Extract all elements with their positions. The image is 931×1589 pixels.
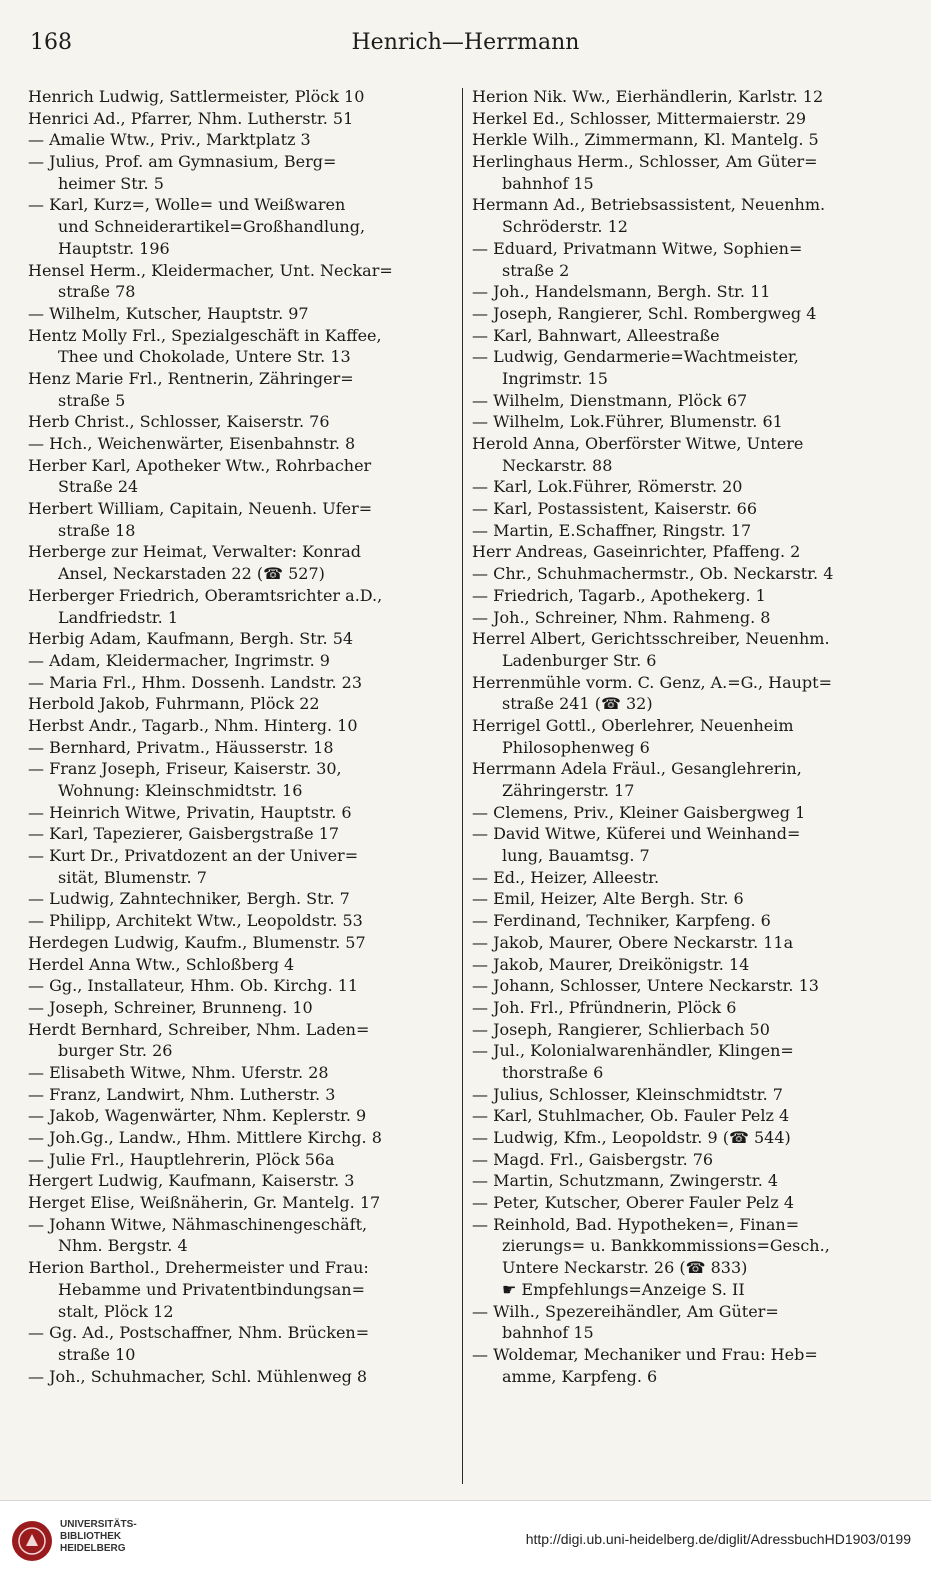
directory-entry-line: Herbold Jakob, Fuhrmann, Plöck 22 bbox=[28, 694, 320, 714]
directory-entry-line: Herrenmühle vorm. C. Genz, A.=G., Haupt= bbox=[472, 672, 832, 692]
directory-entry-line: Straße 24 bbox=[58, 477, 139, 497]
directory-entry-line: Ladenburger Str. 6 bbox=[502, 650, 657, 670]
directory-entry-line: Hergert Ludwig, Kaufmann, Kaiserstr. 3 bbox=[28, 1171, 355, 1191]
logo-line: UNIVERSITÄTS- bbox=[60, 1519, 137, 1530]
directory-entry-line: — Joh., Schuhmacher, Schl. Mühlenweg 8 bbox=[28, 1366, 368, 1386]
directory-entry-line: lung, Bauamtsg. 7 bbox=[502, 846, 650, 866]
directory-entry-line: und Schneiderartikel=Großhandlung, bbox=[58, 217, 366, 237]
directory-entry-line: Herdt Bernhard, Schreiber, Nhm. Laden= bbox=[28, 1019, 370, 1039]
directory-entry-line: Untere Neckarstr. 26 (☎ 833) bbox=[502, 1258, 748, 1278]
directory-entry-line: Herkel Ed., Schlosser, Mittermaierstr. 29 bbox=[472, 108, 807, 128]
directory-entry-line: — Jul., Kolonialwarenhändler, Klingen= bbox=[472, 1041, 794, 1061]
directory-entry-line: — Johann Witwe, Nähmaschinengeschäft, bbox=[28, 1214, 368, 1234]
directory-entry-line: Herrel Albert, Gerichtsschreiber, Neuenhm. bbox=[472, 629, 830, 649]
library-logo-text bbox=[60, 1519, 137, 1555]
directory-entry-line: Herion Barthol., Drehermeister und Frau: bbox=[28, 1258, 369, 1278]
directory-entry-line: Herold Anna, Oberförster Witwe, Untere bbox=[472, 434, 804, 453]
directory-entry-line: — Adam, Kleidermacher, Ingrimstr. 9 bbox=[28, 650, 330, 670]
directory-entry-line: — Friedrich, Tagarb., Apothekerg. 1 bbox=[472, 585, 766, 605]
directory-entry-line: amme, Karpfeng. 6 bbox=[502, 1366, 658, 1386]
directory-entry-line: — Gg. Ad., Postschaffner, Nhm. Brücken= bbox=[28, 1323, 370, 1343]
directory-entry-line: — Julius, Prof. am Gymnasium, Berg= bbox=[28, 152, 337, 172]
directory-entry-line: — Chr., Schuhmachermstr., Ob. Neckarstr. 4 bbox=[472, 564, 834, 584]
directory-entry-line: — Jakob, Wagenwärter, Nhm. Keplerstr. 9 bbox=[28, 1106, 367, 1126]
directory-entry-line: — Karl, Stuhlmacher, Ob. Fauler Pelz 4 bbox=[472, 1106, 790, 1126]
directory-entry-line: Herr Andreas, Gaseinrichter, Pfaffeng. 2 bbox=[472, 542, 801, 562]
directory-entry-line: Hentz Molly Frl., Spezialgeschäft in Kaffee, bbox=[28, 325, 382, 345]
directory-entry-line: — Joseph, Rangierer, Schl. Rombergweg 4 bbox=[472, 303, 817, 323]
directory-entry-line: — Ferdinand, Techniker, Karpfeng. 6 bbox=[472, 911, 771, 931]
directory-entry-line: Henrich Ludwig, Sattlermeister, Plöck 10 bbox=[28, 87, 365, 106]
directory-entry-line: — Ludwig, Gendarmerie=Wachtmeister, bbox=[472, 347, 799, 367]
directory-entry-line: Henrici Ad., Pfarrer, Nhm. Lutherstr. 51 bbox=[28, 108, 354, 128]
directory-entry-line: Herget Elise, Weißnäherin, Gr. Mantelg. 17 bbox=[28, 1193, 381, 1213]
directory-entry-line: Herdegen Ludwig, Kaufm., Blumenstr. 57 bbox=[28, 932, 366, 952]
directory-entry-line: Herion Nik. Ww., Eierhändlerin, Karlstr. 12 bbox=[472, 87, 824, 106]
directory-entry-line: — Eduard, Privatmann Witwe, Sophien= bbox=[472, 238, 803, 258]
directory-entry-line: Herb Christ., Schlosser, Kaiserstr. 76 bbox=[28, 412, 330, 432]
directory-entry-line: — Joh., Handelsmann, Bergh. Str. 11 bbox=[472, 282, 771, 302]
column-divider bbox=[462, 88, 463, 1484]
directory-entry-line: — David Witwe, Küferei und Weinhand= bbox=[472, 824, 801, 844]
directory-entry-line: Thee und Chokolade, Untere Str. 13 bbox=[58, 347, 351, 367]
directory-entry-line: — Heinrich Witwe, Privatin, Hauptstr. 6 bbox=[28, 802, 352, 822]
directory-entry-line: Herkle Wilh., Zimmermann, Kl. Mantelg. 5 bbox=[472, 130, 819, 150]
directory-entry-line: — Ed., Heizer, Alleestr. bbox=[472, 867, 660, 887]
directory-entry-line: — Philipp, Architekt Wtw., Leopoldstr. 53 bbox=[28, 911, 363, 931]
directory-entry-line: stalt, Plöck 12 bbox=[58, 1301, 174, 1321]
directory-entry-line: — Joh., Schreiner, Nhm. Rahmeng. 8 bbox=[472, 607, 771, 627]
page-number: 168 bbox=[30, 30, 72, 55]
directory-entry-line: — Woldemar, Mechaniker und Frau: Heb= bbox=[472, 1344, 818, 1364]
directory-entry-line: — Amalie Wtw., Priv., Marktplatz 3 bbox=[28, 130, 311, 150]
directory-entry-line: — Clemens, Priv., Kleiner Gaisbergweg 1 bbox=[472, 802, 806, 822]
directory-entry-line: straße 5 bbox=[58, 390, 126, 410]
directory-entry-line: — Hch., Weichenwärter, Eisenbahnstr. 8 bbox=[28, 434, 356, 453]
directory-entry-line: Herber Karl, Apotheker Wtw., Rohrbacher bbox=[28, 455, 372, 475]
directory-entry-line: Herbert William, Capitain, Neuenh. Ufer= bbox=[28, 499, 373, 519]
directory-entry-line: Herrmann Adela Fräul., Gesanglehrerin, bbox=[472, 759, 802, 779]
page-title: Henrich—Herrmann bbox=[351, 30, 580, 55]
directory-entry-line: burger Str. 26 bbox=[58, 1041, 173, 1061]
directory-entry-line: — Kurt Dr., Privatdozent an der Univer= bbox=[28, 846, 359, 866]
directory-entry-line: — Gg., Installateur, Hhm. Ob. Kirchg. 11 bbox=[28, 976, 359, 996]
directory-entry-line: — Elisabeth Witwe, Nhm. Uferstr. 28 bbox=[28, 1062, 329, 1082]
directory-entry-line: straße 241 (☎ 32) bbox=[502, 694, 653, 714]
footer-bar bbox=[0, 1500, 931, 1589]
directory-entry-line: bahnhof 15 bbox=[502, 173, 594, 193]
directory-entry-line: — Ludwig, Zahntechniker, Bergh. Str. 7 bbox=[28, 889, 350, 909]
directory-entry-line: — Ludwig, Kfm., Leopoldstr. 9 (☎ 544) bbox=[472, 1128, 791, 1147]
directory-entry-line: Hermann Ad., Betriebsassistent, Neuenhm. bbox=[472, 195, 826, 215]
directory-entry-line: — Wilh., Spezereihändler, Am Güter= bbox=[472, 1301, 779, 1321]
directory-entry-line: thorstraße 6 bbox=[502, 1062, 604, 1082]
directory-entry-line: — Karl, Kurz=, Wolle= und Weißwaren bbox=[28, 195, 346, 215]
directory-entry-line: — Wilhelm, Dienstmann, Plöck 67 bbox=[472, 390, 748, 410]
directory-entry-line: — Martin, E.Schaffner, Ringstr. 17 bbox=[472, 520, 752, 540]
directory-entry-line: Herdel Anna Wtw., Schloßberg 4 bbox=[28, 954, 295, 974]
logo-line: HEIDELBERG bbox=[60, 1543, 126, 1554]
university-seal-icon bbox=[12, 1521, 52, 1561]
directory-entry-line: — Magd. Frl., Gaisbergstr. 76 bbox=[472, 1149, 714, 1169]
directory-entry-line: straße 78 bbox=[58, 282, 136, 302]
directory-entry-line: sität, Blumenstr. 7 bbox=[58, 867, 207, 887]
directory-entry-line: — Karl, Tapezierer, Gaisbergstraße 17 bbox=[28, 824, 340, 844]
directory-entry-line: — Wilhelm, Kutscher, Hauptstr. 97 bbox=[28, 303, 309, 323]
directory-entry-line: Hensel Herm., Kleidermacher, Unt. Neckar= bbox=[28, 260, 393, 280]
directory-entry-line: — Wilhelm, Lok.Führer, Blumenstr. 61 bbox=[472, 412, 783, 432]
directory-entry-line: heimer Str. 5 bbox=[58, 173, 164, 193]
directory-entry-line: ☛ Empfehlungs=Anzeige S. II bbox=[502, 1279, 745, 1299]
directory-entry-line: Herberger Friedrich, Oberamtsrichter a.D., bbox=[28, 585, 383, 605]
directory-entry-line: Hebamme und Privatentbindungsan= bbox=[58, 1279, 365, 1299]
directory-entry-line: Herbig Adam, Kaufmann, Bergh. Str. 54 bbox=[28, 629, 354, 649]
directory-entry-line: — Karl, Bahnwart, Alleestraße bbox=[472, 325, 720, 345]
directory-entry-line: — Joh. Frl., Pfründnerin, Plöck 6 bbox=[472, 997, 737, 1017]
directory-entry-line: straße 2 bbox=[502, 260, 570, 280]
right-column bbox=[472, 86, 910, 1387]
source-url-link[interactable]: http://digi.ub.uni-heidelberg.de/diglit/AdressbuchHD1903/0199 bbox=[525, 1531, 911, 1547]
directory-entry-line: Wohnung: Kleinschmidtstr. 16 bbox=[58, 781, 303, 800]
directory-entry-line: straße 10 bbox=[58, 1344, 136, 1364]
directory-entry-line: — Emil, Heizer, Alte Bergh. Str. 6 bbox=[472, 889, 744, 909]
directory-entry-line: Schröderstr. 12 bbox=[502, 217, 628, 237]
directory-entry-line: — Martin, Schutzmann, Zwingerstr. 4 bbox=[472, 1171, 779, 1191]
directory-entry-line: — Julius, Schlosser, Kleinschmidtstr. 7 bbox=[472, 1084, 783, 1104]
directory-entry-line: straße 18 bbox=[58, 520, 136, 540]
directory-entry-line: — Joh.Gg., Landw., Hhm. Mittlere Kirchg. 8 bbox=[28, 1128, 382, 1147]
directory-entry-line: zierungs= u. Bankkommissions=Gesch., bbox=[502, 1236, 830, 1256]
directory-entry-line: — Joseph, Rangierer, Schlierbach 50 bbox=[472, 1019, 770, 1039]
directory-entry-line: — Jakob, Maurer, Dreikönigstr. 14 bbox=[472, 954, 750, 974]
directory-entry-line: bahnhof 15 bbox=[502, 1323, 594, 1343]
directory-entry-line: — Reinhold, Bad. Hypotheken=, Finan= bbox=[472, 1214, 800, 1234]
directory-entry-line: Hauptstr. 196 bbox=[58, 238, 170, 258]
directory-entry-line: — Maria Frl., Hhm. Dossenh. Landstr. 23 bbox=[28, 672, 363, 692]
directory-entry-line: Herrigel Gottl., Oberlehrer, Neuenheim bbox=[472, 715, 794, 735]
directory-entry-line: Ansel, Neckarstaden 22 (☎ 527) bbox=[58, 564, 325, 584]
directory-entry-line: Ingrimstr. 15 bbox=[502, 368, 608, 388]
directory-entry-line: — Franz, Landwirt, Nhm. Lutherstr. 3 bbox=[28, 1084, 336, 1104]
directory-entry-line: — Joseph, Schreiner, Brunneng. 10 bbox=[28, 997, 313, 1017]
directory-entry-line: Henz Marie Frl., Rentnerin, Zähringer= bbox=[28, 368, 354, 388]
directory-entry-line: — Franz Joseph, Friseur, Kaiserstr. 30, bbox=[28, 759, 342, 779]
directory-entry-line: — Johann, Schlosser, Untere Neckarstr. 13 bbox=[472, 976, 819, 996]
directory-entry-line: — Karl, Postassistent, Kaiserstr. 66 bbox=[472, 499, 757, 519]
directory-entry-line: Landfriedstr. 1 bbox=[58, 607, 178, 627]
directory-entry-line: — Jakob, Maurer, Obere Neckarstr. 11a bbox=[472, 932, 794, 952]
directory-entry-line: Herbst Andr., Tagarb., Nhm. Hinterg. 10 bbox=[28, 715, 358, 735]
directory-entry-line: Herberge zur Heimat, Verwalter: Konrad bbox=[28, 542, 362, 562]
directory-entry-line: Herlinghaus Herm., Schlosser, Am Güter= bbox=[472, 152, 818, 172]
left-column bbox=[28, 86, 456, 1387]
directory-entry-line: Zähringerstr. 17 bbox=[502, 781, 635, 800]
page-header bbox=[0, 0, 931, 82]
directory-entry-line: — Peter, Kutscher, Oberer Fauler Pelz 4 bbox=[472, 1193, 795, 1213]
directory-entry-line: Neckarstr. 88 bbox=[502, 455, 613, 475]
directory-entry-line: — Karl, Lok.Führer, Römerstr. 20 bbox=[472, 477, 743, 497]
directory-entry-line: — Julie Frl., Hauptlehrerin, Plöck 56a bbox=[28, 1149, 335, 1169]
directory-entry-line: — Bernhard, Privatm., Häusserstr. 18 bbox=[28, 737, 334, 757]
directory-entry-line: Nhm. Bergstr. 4 bbox=[58, 1236, 188, 1256]
logo-line: BIBLIOTHEK bbox=[60, 1531, 122, 1542]
directory-entry-line: Philosophenweg 6 bbox=[502, 737, 650, 757]
